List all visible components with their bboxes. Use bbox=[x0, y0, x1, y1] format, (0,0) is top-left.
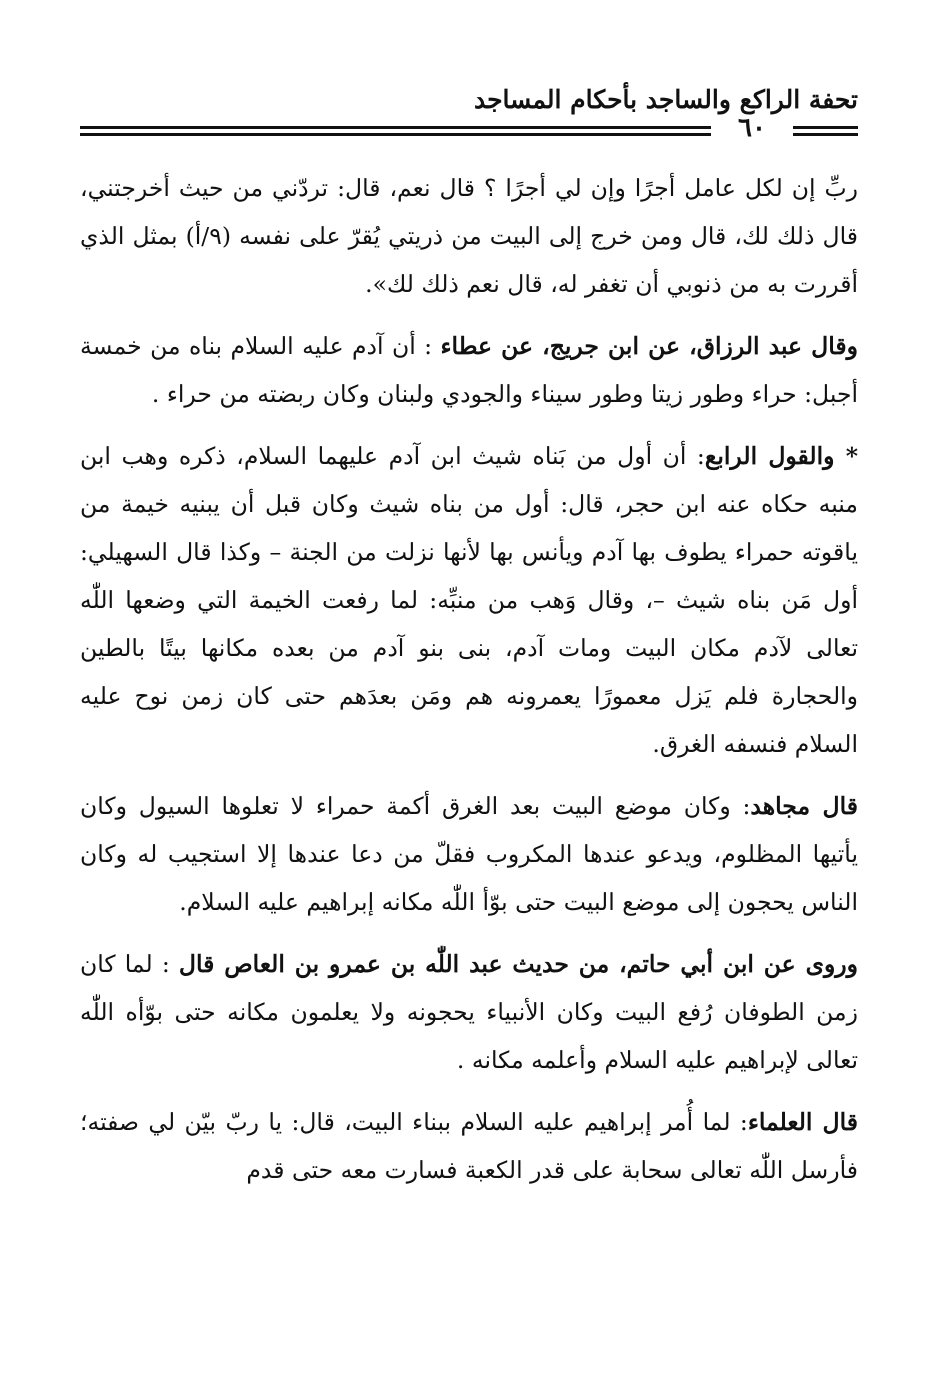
paragraph-lead: قال مجاهد bbox=[750, 792, 859, 820]
paragraph-text: : أن آدم عليه السلام بناه من خمسة أجبل: حراء وطور زيتا وطور سيناء والجودي ولبنان وكان ربضته من حراء . bbox=[80, 332, 858, 408]
paragraph-lead: وقال عبد الرزاق، عن ابن جريج، عن عطاء bbox=[440, 332, 859, 360]
paragraph-lead: وروى عن ابن أبي حاتم، من حديث عبد اللّٰه بن عمرو بن العاص قال bbox=[178, 950, 859, 978]
paragraph-text: : أن أول من بَناه شيث ابن آدم عليهما السلام، ذكره وهب ابن منبه حكاه عنه ابن حجر، قال: أول من بناه شيث وكان قبل أن يبنيه خيمة من ياقوته حمراء يطوف بها آدم ويأنس بها لأنها نزلت من الجنة – وكذا قال السهيلي: أول مَن بناه شيث –، وقال وَهب من منبِّه: لما رفعت الخيمة التي وضعها اللّٰه تعالى لآدم مكان البيت ومات آدم، بنى بنو آدم من بعده مكانها بيتًا بالطين والحجارة فلم يَزل معمورًا يعمرونه هم ومَن بعدَهم حتى كان زمن نوح عليه السلام فنسفه الغرق. bbox=[80, 442, 858, 758]
paragraph-text: : وكان موضع البيت بعد الغرق أكمة حمراء لا تعلوها السيول وكان يأتيها المظلوم، ويدعو عندها المكروب فقلّ من دعا عندها إلا استجيب له وكان الناس يحجون إلى موضع البيت حتى بوّأ اللّٰه مكانه إبراهيم عليه السلام. bbox=[80, 792, 858, 916]
paragraph-text: : لما كان زمن الطوفان رُفع البيت وكان الأنبياء يحجونه ولا يعلمون مكانه حتى بوّأه اللّٰه تعالى لإبراهيم عليه السلام وأعلمه مكانه . bbox=[80, 950, 858, 1074]
paragraph-text: ربِّ إن لكل عامل أجرًا وإن لي أجرًا ؟ قال نعم، قال: تردّني من حيث أخرجتني، قال ذلك لك، قال ومن خرج إلى البيت من ذريتي يُقرّ على نفسه (٩/أ) بمثل الذي أقررت به من ذنوبي أن تغفر له، قال نعم ذلك لك». bbox=[80, 174, 858, 298]
paragraph bbox=[80, 322, 858, 418]
header-rule-long bbox=[80, 126, 711, 136]
running-title: تحفة الراكع والساجد بأحكام المساجد bbox=[473, 85, 858, 114]
paragraph bbox=[80, 940, 858, 1084]
paragraph bbox=[80, 782, 858, 926]
paragraph bbox=[80, 164, 858, 308]
body-text bbox=[80, 164, 858, 1208]
page-number: ٦٠ bbox=[738, 113, 766, 143]
paragraph-lead: قال العلماء bbox=[747, 1108, 858, 1136]
paragraph-lead: * والقول الرابع bbox=[704, 442, 858, 470]
paragraph bbox=[80, 432, 858, 768]
header-rule-short bbox=[793, 126, 858, 136]
paragraph bbox=[80, 1098, 858, 1194]
paragraph-text: : لما أُمر إبراهيم عليه السلام ببناء البيت، قال: يا ربّ بيّن لي صفته؛ فأرسل اللّٰه تعالى سحابة على قدر الكعبة فسارت معه حتى قدم bbox=[80, 1108, 858, 1184]
